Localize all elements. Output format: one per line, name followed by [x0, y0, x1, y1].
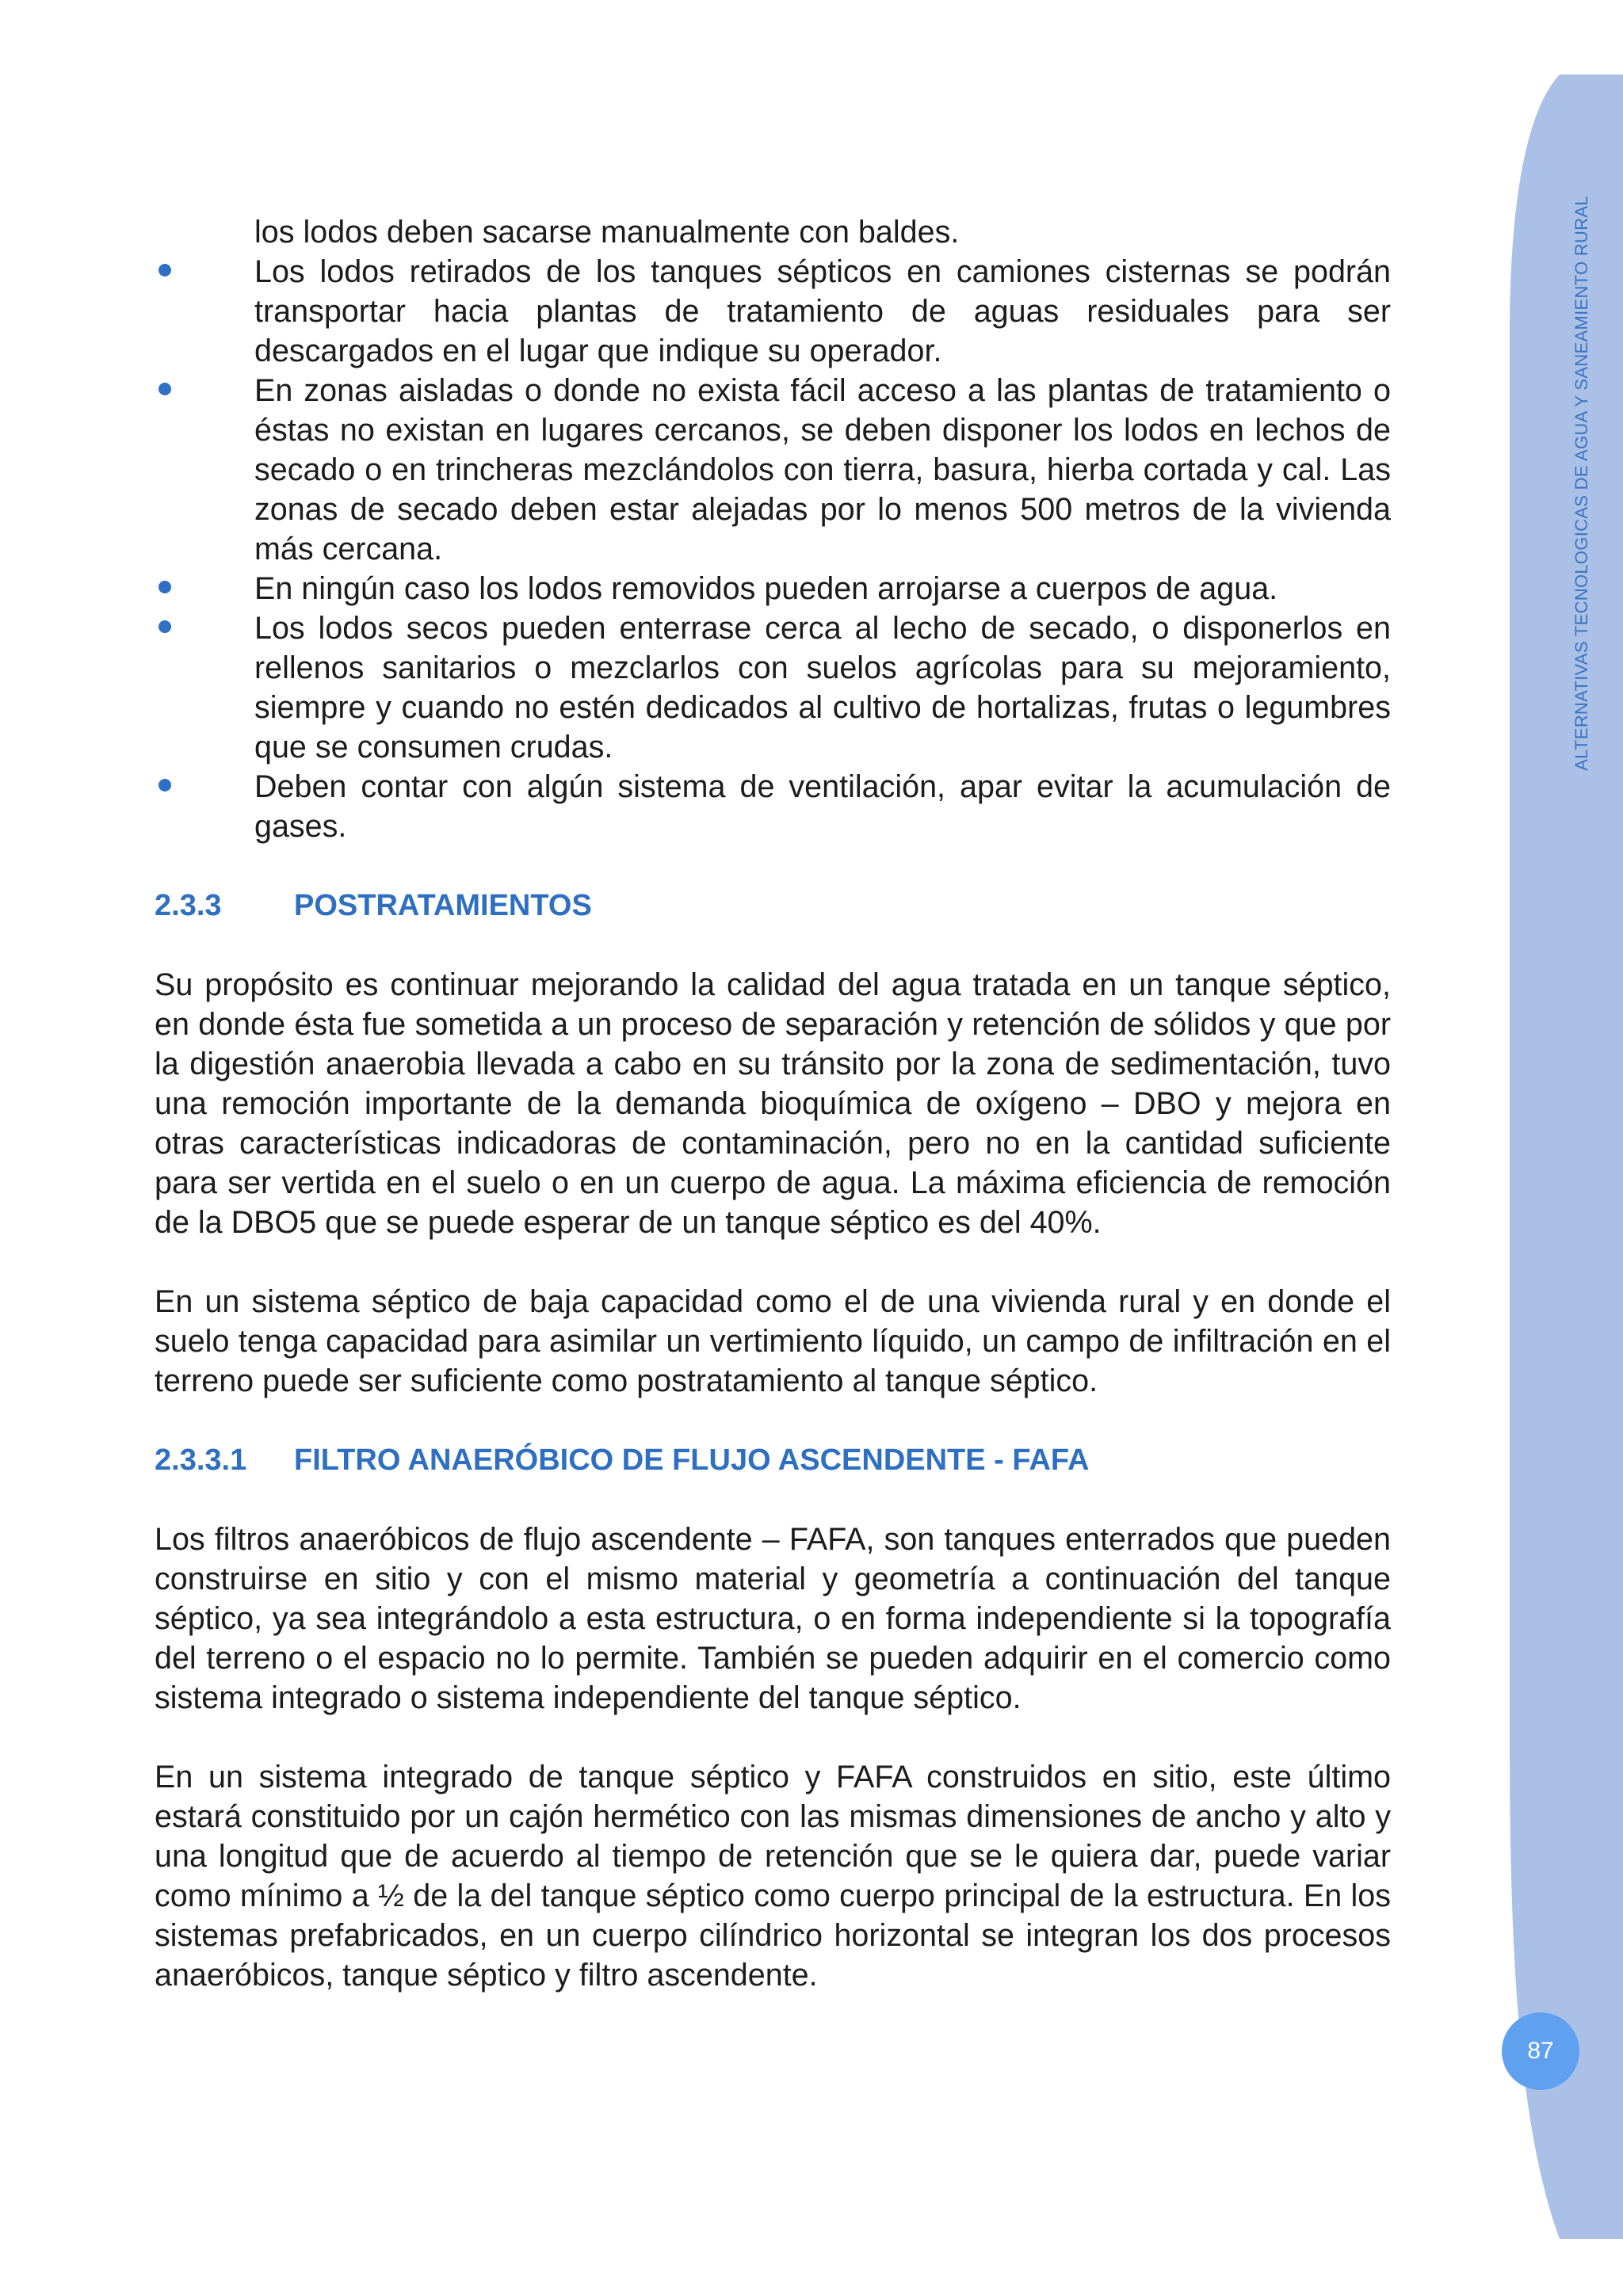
bullet-list [155, 252, 1391, 846]
section-number: 2.3.3.1 [155, 1444, 247, 1477]
list-item [155, 569, 1391, 608]
bullet-icon [158, 581, 171, 593]
bullet-icon [158, 383, 171, 395]
paragraph: Su propósito es continuar mejorando la calidad del agua tratada en un tanque séptico, en donde ésta fue sometida a un proceso de separación y retención de sólidos y que por la digestión anaerobia llevada a cabo en su tránsito por la zona de sedimentación, tuvo una remoción importante de la demanda bioquímica de oxígeno – DBO y mejora en otras características indicadoras de contaminación, pero no en la cantidad suficiente para ser vertida en el suelo o en un cuerpo de agua. La máxima eficiencia de remoción de la DBO5 que se puede esperar de un tanque séptico es del 40%. [155, 967, 1391, 1240]
list-item [155, 767, 1391, 846]
bullet-text: En ningún caso los lodos removidos pueden arrojarse a cuerpos de agua. [254, 571, 1278, 606]
paragraph: En un sistema séptico de baja capacidad como el de una vivienda rural y en donde el suelo tenga capacidad para asimilar un vertimiento líquido, un campo de infiltración en el terreno puede ser suficiente como postratamiento al tanque séptico. [155, 1284, 1391, 1398]
bullet-icon [158, 779, 171, 791]
paragraph: Los filtros anaeróbicos de flujo ascendente – FAFA, son tanques enterrados que pueden construirse en sitio y con el mismo material y geometría a continuación del tanque séptico, ya sea integrándolo a esta estructura, o en forma independiente si la topografía del terreno o el espacio no lo permite. También se pueden adquirir en el comercio como sistema integrado o sistema independiente del tanque séptico. [155, 1522, 1391, 1715]
section-title: POSTRATAMIENTOS [294, 889, 592, 922]
page-content [155, 212, 1391, 2035]
bullet-icon [158, 264, 171, 277]
section-number: 2.3.3 [155, 889, 222, 922]
bullet-continuation: los lodos deben sacarse manualmente con baldes. [254, 215, 960, 250]
page-number: 87 [1502, 2012, 1579, 2090]
bullet-text: Deben contar con algún sistema de ventilación, apar evitar la acumulación de gases. [254, 769, 1391, 844]
bullet-text: Los lodos secos pueden enterrase cerca al lecho de secado, o disponerlos en rellenos sanitarios o mezclarlos con suelos agrícolas para su mejoramiento, siempre y cuando no estén dedicados al cultivo de hortalizas, frutas o legumbres que se consumen crudas. [254, 611, 1391, 765]
bullet-text: Los lodos retirados de los tanques sépticos en camiones cisternas se podrán transportar hacia plantas de tratamiento de aguas residuales para ser descargados en el lugar que indique su operador. [254, 254, 1391, 368]
paragraph: En un sistema integrado de tanque séptico y FAFA construidos en sitio, este último estará constituido por un cajón hermético con las mismas dimensiones de ancho y alto y una longitud que de acuerdo al tiempo de retención que se le quiera dar, puede variar como mínimo a ½ de la del tanque séptico como cuerpo principal de la estructura. En los sistemas prefabricados, en un cuerpo cilíndrico horizontal se integran los dos procesos anaeróbicos, tanque séptico y filtro ascendente. [155, 1760, 1391, 1993]
bullet-text: En zonas aisladas o donde no exista fácil acceso a las plantas de tratamiento o éstas no existan en lugares cercanos, se deben disponer los lodos en lechos de secado o en trincheras mezclándolos con tierra, basura, hierba cortada y cal. Las zonas de secado deben estar alejadas por lo menos 500 metros de la vivienda más cercana. [254, 373, 1391, 566]
section-heading-233 [155, 886, 1391, 925]
list-item [155, 608, 1391, 767]
bullet-icon [158, 620, 171, 633]
sidebar-shape [1510, 74, 1623, 2239]
section-title: FILTRO ANAERÓBICO DE FLUJO ASCENDENTE - FAFA [294, 1444, 1090, 1477]
section-heading-2331 [155, 1440, 1391, 1480]
side-label: ALTERNATIVAS TECNOLOGICAS DE AGUA Y SANEAMIENTO RURAL [1571, 196, 1591, 771]
list-item [155, 371, 1391, 569]
list-item [155, 252, 1391, 371]
